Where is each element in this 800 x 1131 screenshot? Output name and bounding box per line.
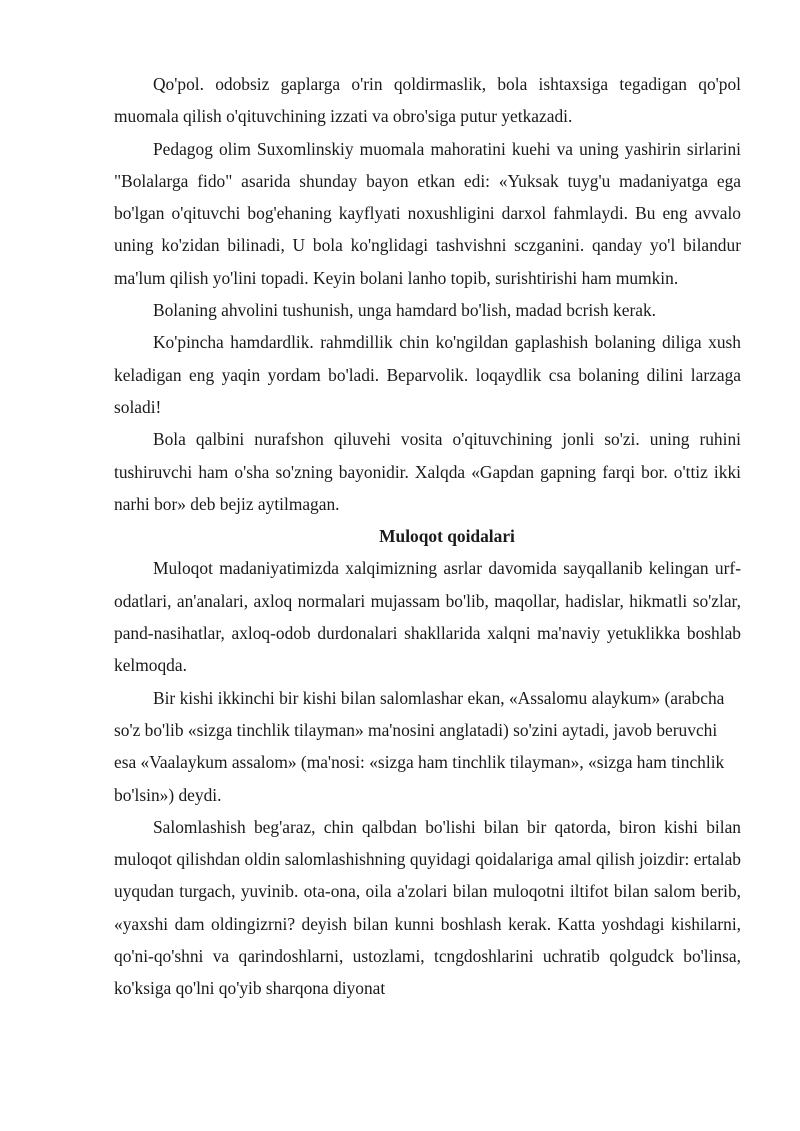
- paragraph: Bir kishi ikkinchi bir kishi bilan salomlashar ekan, «Assalomu alaykum» (arabcha so'z bo'lib «sizga tinchlik tilayman» ma'nosini anglatadi) so'zini aytadi, javob beruvchi esa «Vaalaykum assalom» (ma'nosi: «sizga ham tinchlik tilayman», «sizga ham tinchlik bo'lsin») deydi.: [114, 687, 725, 805]
- section-heading: Muloqot qoidalari: [379, 526, 515, 547]
- paragraph: Bolaning ahvolini tushunish, unga hamdard bo'lish, madad bcrish kerak.: [153, 300, 657, 321]
- paragraph: Bola qalbini nurafshon qiluvehi vosita o'qituvchining jonli so'zi. uning ruhini tushiruvchi ham o'sha so'zning bayonidir. Xalqda «Gapdan gapning farqi bor. o'ttiz ikki narhi bor» deb bejiz aytilmagan.: [114, 429, 741, 514]
- paragraph: Salomlashish beg'araz, chin qalbdan bo'lishi bilan bir qatorda, biron kishi bilan muloqot qilishdan oldin salomlashishning quyidagi qoidalariga amal qilish joizdir: ertalab uyqudan turgach, yuvinib. ota-ona, oila a'zolari bilan muloqotni iltifot bilan salom berib, «yaxshi dam oldingizrni? deyish bilan kunni boshlash kerak. Katta yoshdagi kishilarni, qo'ni-qo'shni va qarindoshlarni, ustozlami, tcngdoshlarini uchratib qolgudck bo'linsa, ko'ksiga qo'lni qo'yib sharqona diyonat: [114, 816, 741, 999]
- paragraph: Pedagog olim Suxomlinskiy muomala mahoratini kuehi va uning yashirin sirlarini "Bolalarga fido" asarida shunday bayon etkan edi: «Yuksak tuyg'u madaniyatga ega bo'lgan o'qituvchi bog'ehaning kayflyati noxushligini darxol fahmlaydi. Bu eng avvalo uning ko'zidan bilinadi, U bola ko'nglidagi tashvishni sczganini. qanday yo'l bilandur ma'lum qilish yo'lini topadi. Keyin bolani lanho topib, surishtirishi ham mumkin.: [114, 138, 741, 288]
- paragraph: Ko'pincha hamdardlik. rahmdillik chin ko'ngildan gaplashish bolaning diliga xush keladigan eng yaqin yordam bo'ladi. Beparvolik. loqaydlik csa bolaning dilini larzaga soladi!: [114, 332, 741, 417]
- document-page: [114, 68, 741, 1005]
- paragraph: Muloqot madaniyatimizda xalqimizning asrlar davomida sayqallanib kelingan urf-odatlari, an'analari, axloq normalari mujassam bo'lib, maqollar, hadislar, hikmatli so'zlar, pand-nasihatlar, axloq-odob durdonalari shakllarida xalqni ma'naviy yetuklikka boshlab kelmoqda.: [114, 558, 741, 676]
- paragraph: Qo'pol. odobsiz gaplarga o'rin qoldirmaslik, bola ishtaxsiga tegadigan qo'pol muomala qilish o'qituvchining izzati va obro'siga putur yetkazadi.: [114, 74, 741, 127]
